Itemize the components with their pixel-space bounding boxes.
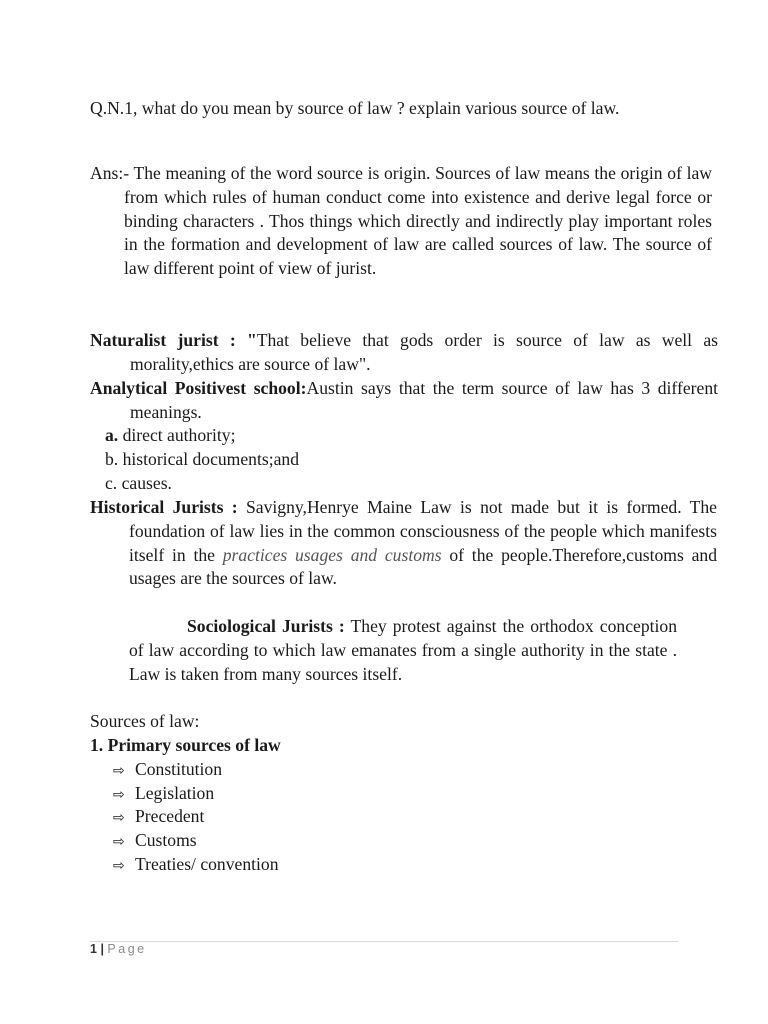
question-text: Q.N.1, what do you mean by source of law ? explain various source of law. [90, 98, 620, 118]
list-item-text: Precedent [135, 806, 205, 826]
primary-sources-heading: 1. Primary sources of law [90, 735, 281, 755]
arrow-right-icon: ⇨ [113, 810, 125, 826]
list-item [113, 853, 279, 879]
historical-label: Historical Jurists : [90, 497, 238, 517]
naturalist-paragraph [90, 329, 718, 377]
list-item [113, 782, 214, 808]
list-item [105, 472, 172, 496]
historical-text-end: of the people.Therefore,customs and usages are the sources of law. [129, 544, 717, 589]
list-item [105, 448, 299, 472]
arrow-right-icon: ⇨ [113, 858, 125, 874]
list-marker: c. [105, 473, 118, 493]
list-item-text: historical documents;and [122, 449, 299, 469]
arrow-right-icon: ⇨ [113, 787, 125, 803]
page-footer [90, 942, 147, 956]
naturalist-label: Naturalist jurist : " [90, 330, 257, 350]
analytical-paragraph [90, 377, 718, 425]
analytical-label: Analytical Positivest school: [90, 378, 307, 398]
sources-heading: Sources of law: [90, 711, 200, 731]
page-number: 1 [90, 942, 97, 956]
historical-text: Savigny,Henrye Maine Law is not made but it is formed. The foundation of law lies in the common consciousness of the people which manifests itself in the [129, 497, 717, 565]
list-item [113, 829, 197, 855]
list-item [113, 758, 222, 784]
historical-italic-text: practices usages and customs [222, 544, 442, 565]
footer-separator: | [100, 942, 104, 956]
list-item-text: direct authority; [122, 425, 236, 445]
list-item-text: Customs [135, 830, 197, 850]
arrow-right-icon: ⇨ [113, 763, 125, 779]
arrow-right-icon: ⇨ [113, 834, 125, 850]
list-marker: a. [105, 425, 119, 445]
list-item-text: Constitution [135, 759, 223, 779]
list-item-text: Treaties/ convention [135, 854, 279, 874]
list-item [105, 424, 235, 448]
analytical-text: Austin says that the term source of law has 3 different meanings. [130, 378, 718, 422]
list-item [113, 805, 204, 831]
list-marker: b. [105, 449, 119, 469]
list-item-text: Legislation [135, 783, 215, 803]
sociological-paragraph [129, 615, 677, 686]
historical-paragraph [90, 496, 717, 591]
sociological-label: Sociological Jurists : [187, 616, 345, 636]
list-item-text: causes. [121, 473, 172, 493]
answer-paragraph: Ans:- The meaning of the word source is origin. Sources of law means the origin of law from which rules of human conduct come into existence and derive legal force or binding characters . Thos things which directly and indirectly play important roles in the formation and development of law are called sources of law. The source of law different point of view of jurist. [90, 163, 712, 279]
footer-divider [90, 941, 678, 942]
page-label: Page [107, 942, 147, 956]
sociological-text: They protest against the orthodox conception of law according to which law emanates from a single authority in the state . Law is taken from many sources itself. [129, 616, 677, 684]
naturalist-text: That believe that gods order is source of law as well as morality,ethics are source of law". [130, 330, 718, 374]
